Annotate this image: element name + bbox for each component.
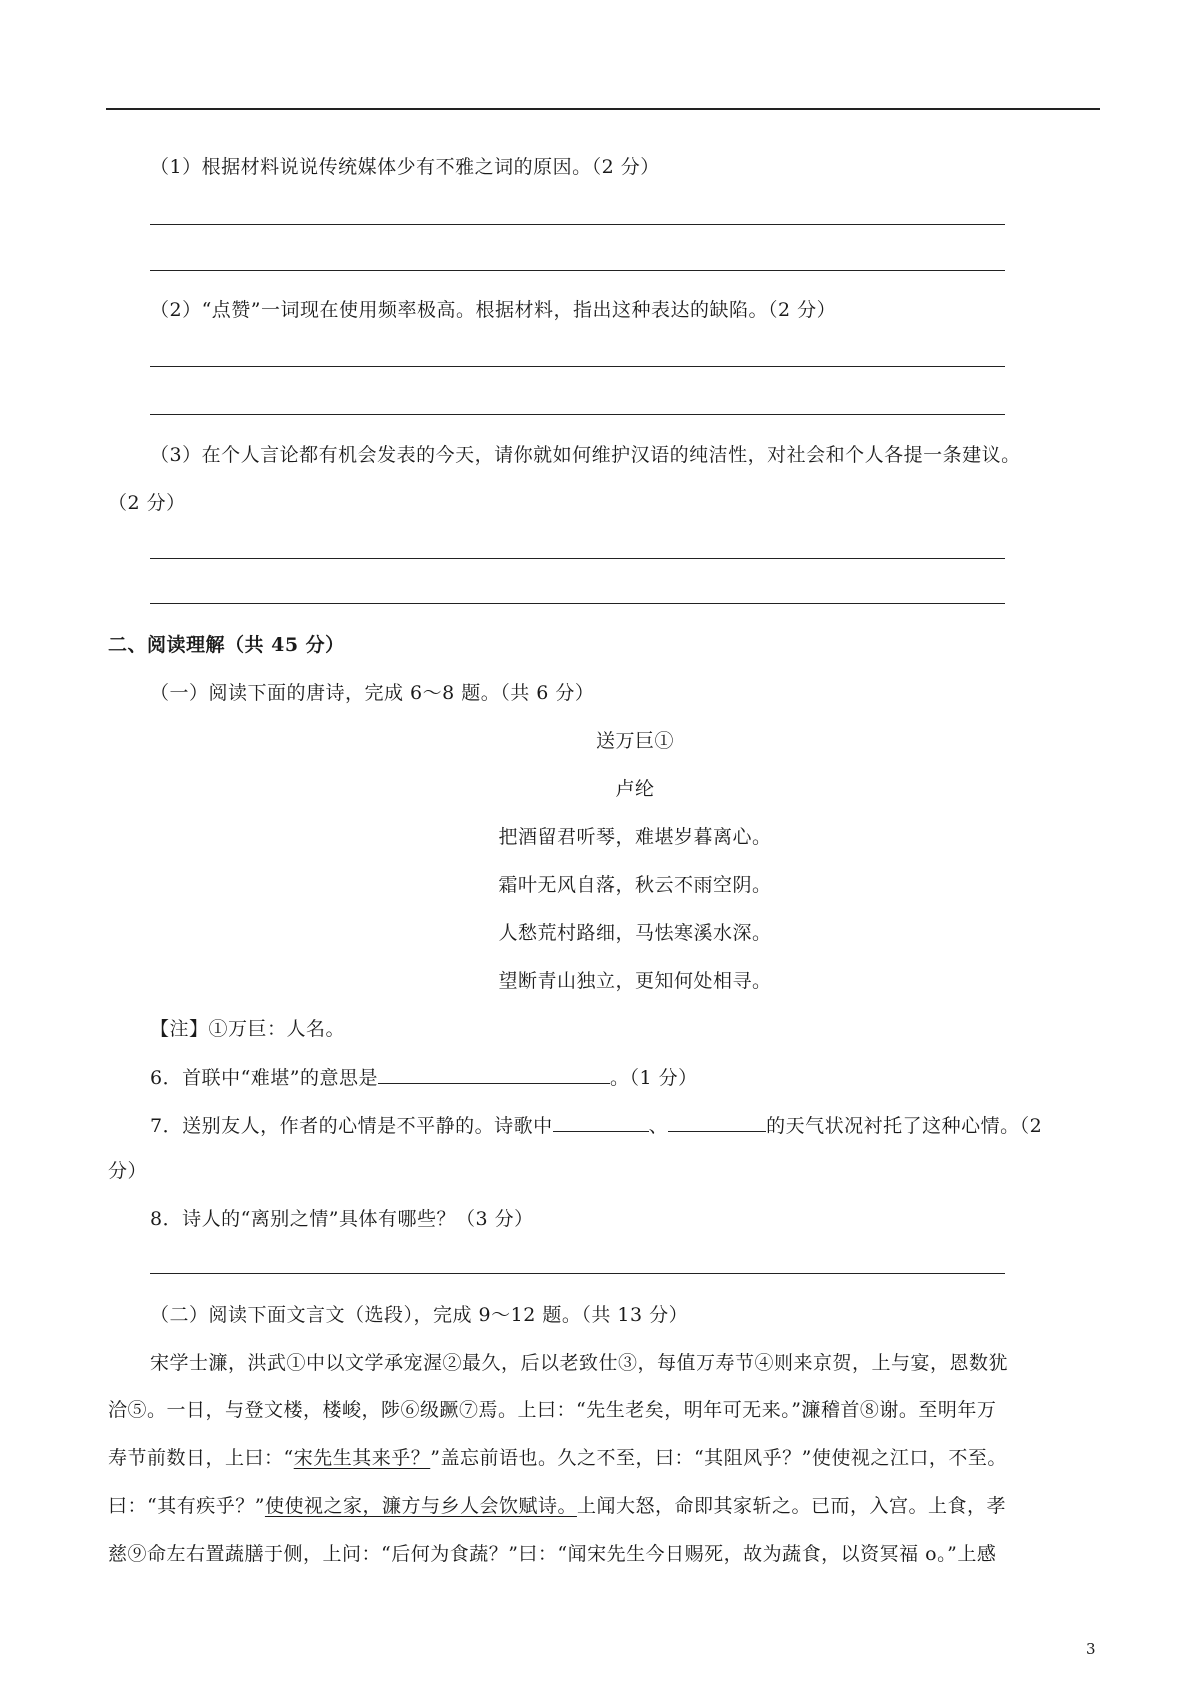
- answer-line[interactable]: [150, 366, 1005, 367]
- question-7-text: 7．送别友人，作者的心情是不平静的。诗歌中: [150, 1115, 553, 1137]
- question-2-text: （2）“点赞”一词现在使用频率极高。根据材料，指出这种表达的缺陷。（2 分）: [150, 299, 837, 321]
- answer-line[interactable]: [150, 224, 1005, 225]
- question-7-text-cont: 的天气状况衬托了这种心情。（2: [766, 1115, 1043, 1137]
- passage-line: 慈⑨命左右置蔬膳于侧，上问：“后何为食蔬？”曰：“闻宋先生今日赐死，故为蔬食，以资冥福 o。”上感: [108, 1543, 997, 1565]
- header-rule: [106, 108, 1100, 110]
- poem-line: 望断青山独立，更知何处相寻。: [498, 970, 772, 992]
- poem-line: 人愁荒村路细，马怯寒溪水深。: [498, 922, 772, 944]
- passage-text: 上闻大怒，命即其家斩之。已而，入宫。上食，孝: [576, 1495, 1006, 1517]
- question-7-separator: 、: [648, 1115, 669, 1137]
- fill-in-blank[interactable]: [668, 1111, 766, 1132]
- answer-line[interactable]: [150, 1273, 1005, 1274]
- section-2-heading: 二、阅读理解（共 45 分）: [108, 634, 345, 656]
- question-6: [150, 1063, 698, 1091]
- answer-line[interactable]: [150, 414, 1005, 415]
- passage-text: 寿节前数日，上曰：“: [108, 1447, 294, 1469]
- passage-line: 洽⑤。一日，与登文楼，楼峻，陟⑥级蹶⑦焉。上曰：“先生老矣，明年可无来。”濂稽首⑧谢。至明年万: [108, 1399, 997, 1421]
- answer-line[interactable]: [150, 270, 1005, 271]
- question-6-score: 。（1 分）: [610, 1067, 698, 1089]
- poem-title: 送万巨①: [595, 730, 674, 752]
- answer-line[interactable]: [150, 558, 1005, 559]
- poem-line: 霜叶无风自落，秋云不雨空阴。: [498, 874, 772, 896]
- question-8-text: 8．诗人的“离别之情”具体有哪些？（3 分）: [150, 1208, 534, 1230]
- poem-note: 【注】①万巨：人名。: [150, 1018, 346, 1040]
- question-3-score: （2 分）: [108, 492, 186, 514]
- fill-in-blank[interactable]: [553, 1111, 649, 1132]
- part-1-intro: （一）阅读下面的唐诗，完成 6～8 题。（共 6 分）: [150, 682, 595, 704]
- passage-line: 宋学士濂，洪武①中以文学承宠渥②最久，后以老致仕③，每值万寿节④则来京贺，上与宴，恩数犹: [150, 1352, 1009, 1374]
- fill-in-blank[interactable]: [378, 1063, 610, 1084]
- page-number: 3: [1086, 1640, 1096, 1658]
- answer-line[interactable]: [150, 603, 1005, 604]
- passage-text: 曰：“其有疾乎？”: [108, 1495, 265, 1517]
- question-7: [150, 1111, 1042, 1139]
- passage-line: [108, 1493, 1006, 1519]
- poem-author: 卢纶: [615, 778, 655, 800]
- question-6-text: 6．首联中“难堪”的意思是: [150, 1067, 379, 1089]
- passage-line: [108, 1445, 1007, 1471]
- question-1-text: （1）根据材料说说传统媒体少有不雅之词的原因。（2 分）: [150, 156, 660, 178]
- part-2-intro: （二）阅读下面文言文（选段），完成 9～12 题。（共 13 分）: [150, 1304, 689, 1326]
- poem-line: 把酒留君听琴，难堪岁暮离心。: [498, 826, 772, 848]
- underlined-sentence: 宋先生其来乎？: [293, 1447, 431, 1469]
- question-7-score-cont: 分）: [108, 1160, 148, 1182]
- question-3-text: （3）在个人言论都有机会发表的今天，请你就如何维护汉语的纯洁性，对社会和个人各提一条建议。: [150, 444, 1021, 466]
- underlined-sentence: 使使视之家，濂方与乡人会饮赋诗。: [264, 1495, 577, 1517]
- passage-text: ”盖忘前语也。久之不至，曰：“其阻风乎？”使使视之江口，不至。: [430, 1447, 1007, 1469]
